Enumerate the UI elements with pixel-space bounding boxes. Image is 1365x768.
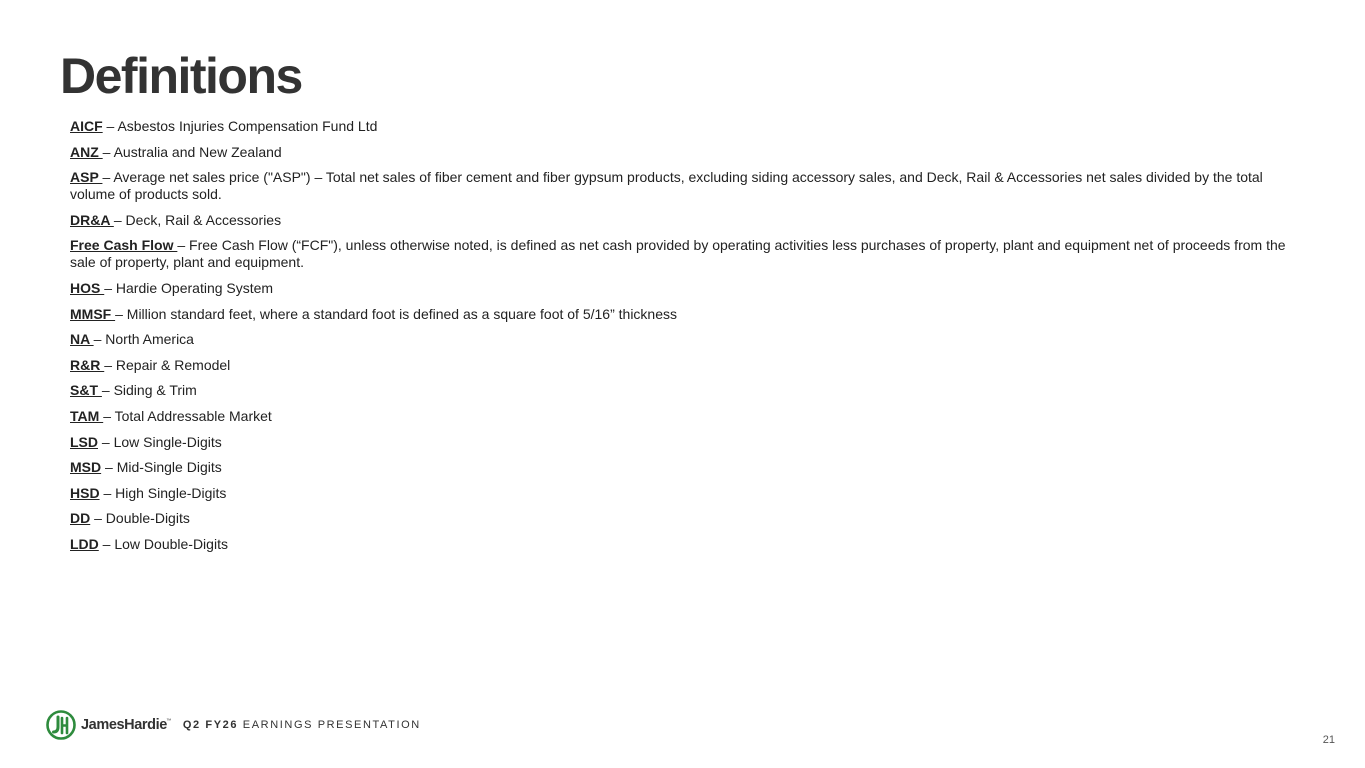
definition-item — [70, 485, 1295, 502]
definition-text: – Low Double-Digits — [98, 535, 228, 552]
definition-term: LSD — [70, 433, 98, 450]
definition-term: MMSF — [70, 305, 116, 322]
definition-item — [70, 237, 1295, 271]
definition-text: – Repair & Remodel — [104, 356, 231, 373]
definition-item — [70, 510, 1295, 527]
definition-text: – Free Cash Flow (“FCF"), unless otherwise noted, is defined as net cash provided by operating activities less purchases of property, plant and equipment net of proceeds from the sale of property, plant and equipment. — [70, 237, 1286, 271]
definition-item — [70, 306, 1295, 323]
definition-item — [70, 536, 1295, 553]
page-title: Definitions — [60, 48, 302, 104]
brand-name: JamesHardie ™ — [81, 717, 171, 733]
definition-item — [70, 382, 1295, 399]
definition-item — [70, 212, 1295, 229]
definition-term: DD — [70, 510, 91, 527]
definition-text: – High Single-Digits — [99, 484, 227, 501]
definition-text: – Australia and New Zealand — [102, 143, 282, 160]
definition-item — [70, 331, 1295, 348]
definition-term: MSD — [70, 459, 102, 476]
definition-text: – Hardie Operating System — [104, 279, 274, 296]
definition-term: HSD — [70, 484, 100, 501]
definition-text: – Asbestos Injuries Compensation Fund Ltd — [102, 118, 378, 134]
presentation-label: Q2 FY26 EARNINGS PRESENTATION — [182, 719, 421, 731]
definition-text: – Average net sales price ("ASP") – Total net sales of fiber cement and fiber gypsum products, excluding siding accessory sales, and Deck, Rail & Accessories net sales divided by the total volume of products sold. — [70, 169, 1263, 203]
definition-item — [70, 357, 1295, 374]
footer — [46, 710, 421, 740]
definition-term: NA — [70, 331, 94, 348]
definition-text: – Mid-Single Digits — [101, 459, 222, 476]
definition-text: – Low Single-Digits — [98, 433, 222, 450]
definition-term: R&R — [70, 356, 105, 373]
definition-term: AICF — [70, 118, 103, 134]
definition-text: – Siding & Trim — [101, 382, 197, 399]
definition-item — [70, 280, 1295, 297]
definition-text: – North America — [93, 331, 194, 348]
definition-item — [70, 169, 1295, 203]
definition-term: Free Cash Flow — [70, 237, 178, 254]
definition-term: ANZ — [70, 143, 103, 160]
definition-item — [70, 144, 1295, 161]
definition-term: TAM — [70, 407, 104, 424]
trademark-symbol: ™ — [166, 718, 171, 724]
definition-term: ASP — [70, 169, 103, 186]
definition-item — [70, 118, 1295, 135]
definition-text: – Million standard feet, where a standard foot is defined as a square foot of 5/16” thickness — [115, 305, 677, 322]
definition-term: S&T — [70, 382, 102, 399]
definition-text: – Deck, Rail & Accessories — [113, 211, 282, 228]
definition-item — [70, 434, 1295, 451]
definition-text: – Double-Digits — [90, 510, 190, 527]
james-hardie-logo-icon — [46, 710, 76, 740]
definition-term: HOS — [70, 279, 105, 296]
definition-text: – Total Addressable Market — [103, 407, 272, 424]
definition-item — [70, 408, 1295, 425]
definitions-list — [70, 118, 1295, 562]
page-number: 21 — [1322, 734, 1335, 746]
definition-item — [70, 459, 1295, 476]
definition-term: LDD — [70, 535, 99, 552]
definition-term: DR&A — [70, 211, 114, 228]
